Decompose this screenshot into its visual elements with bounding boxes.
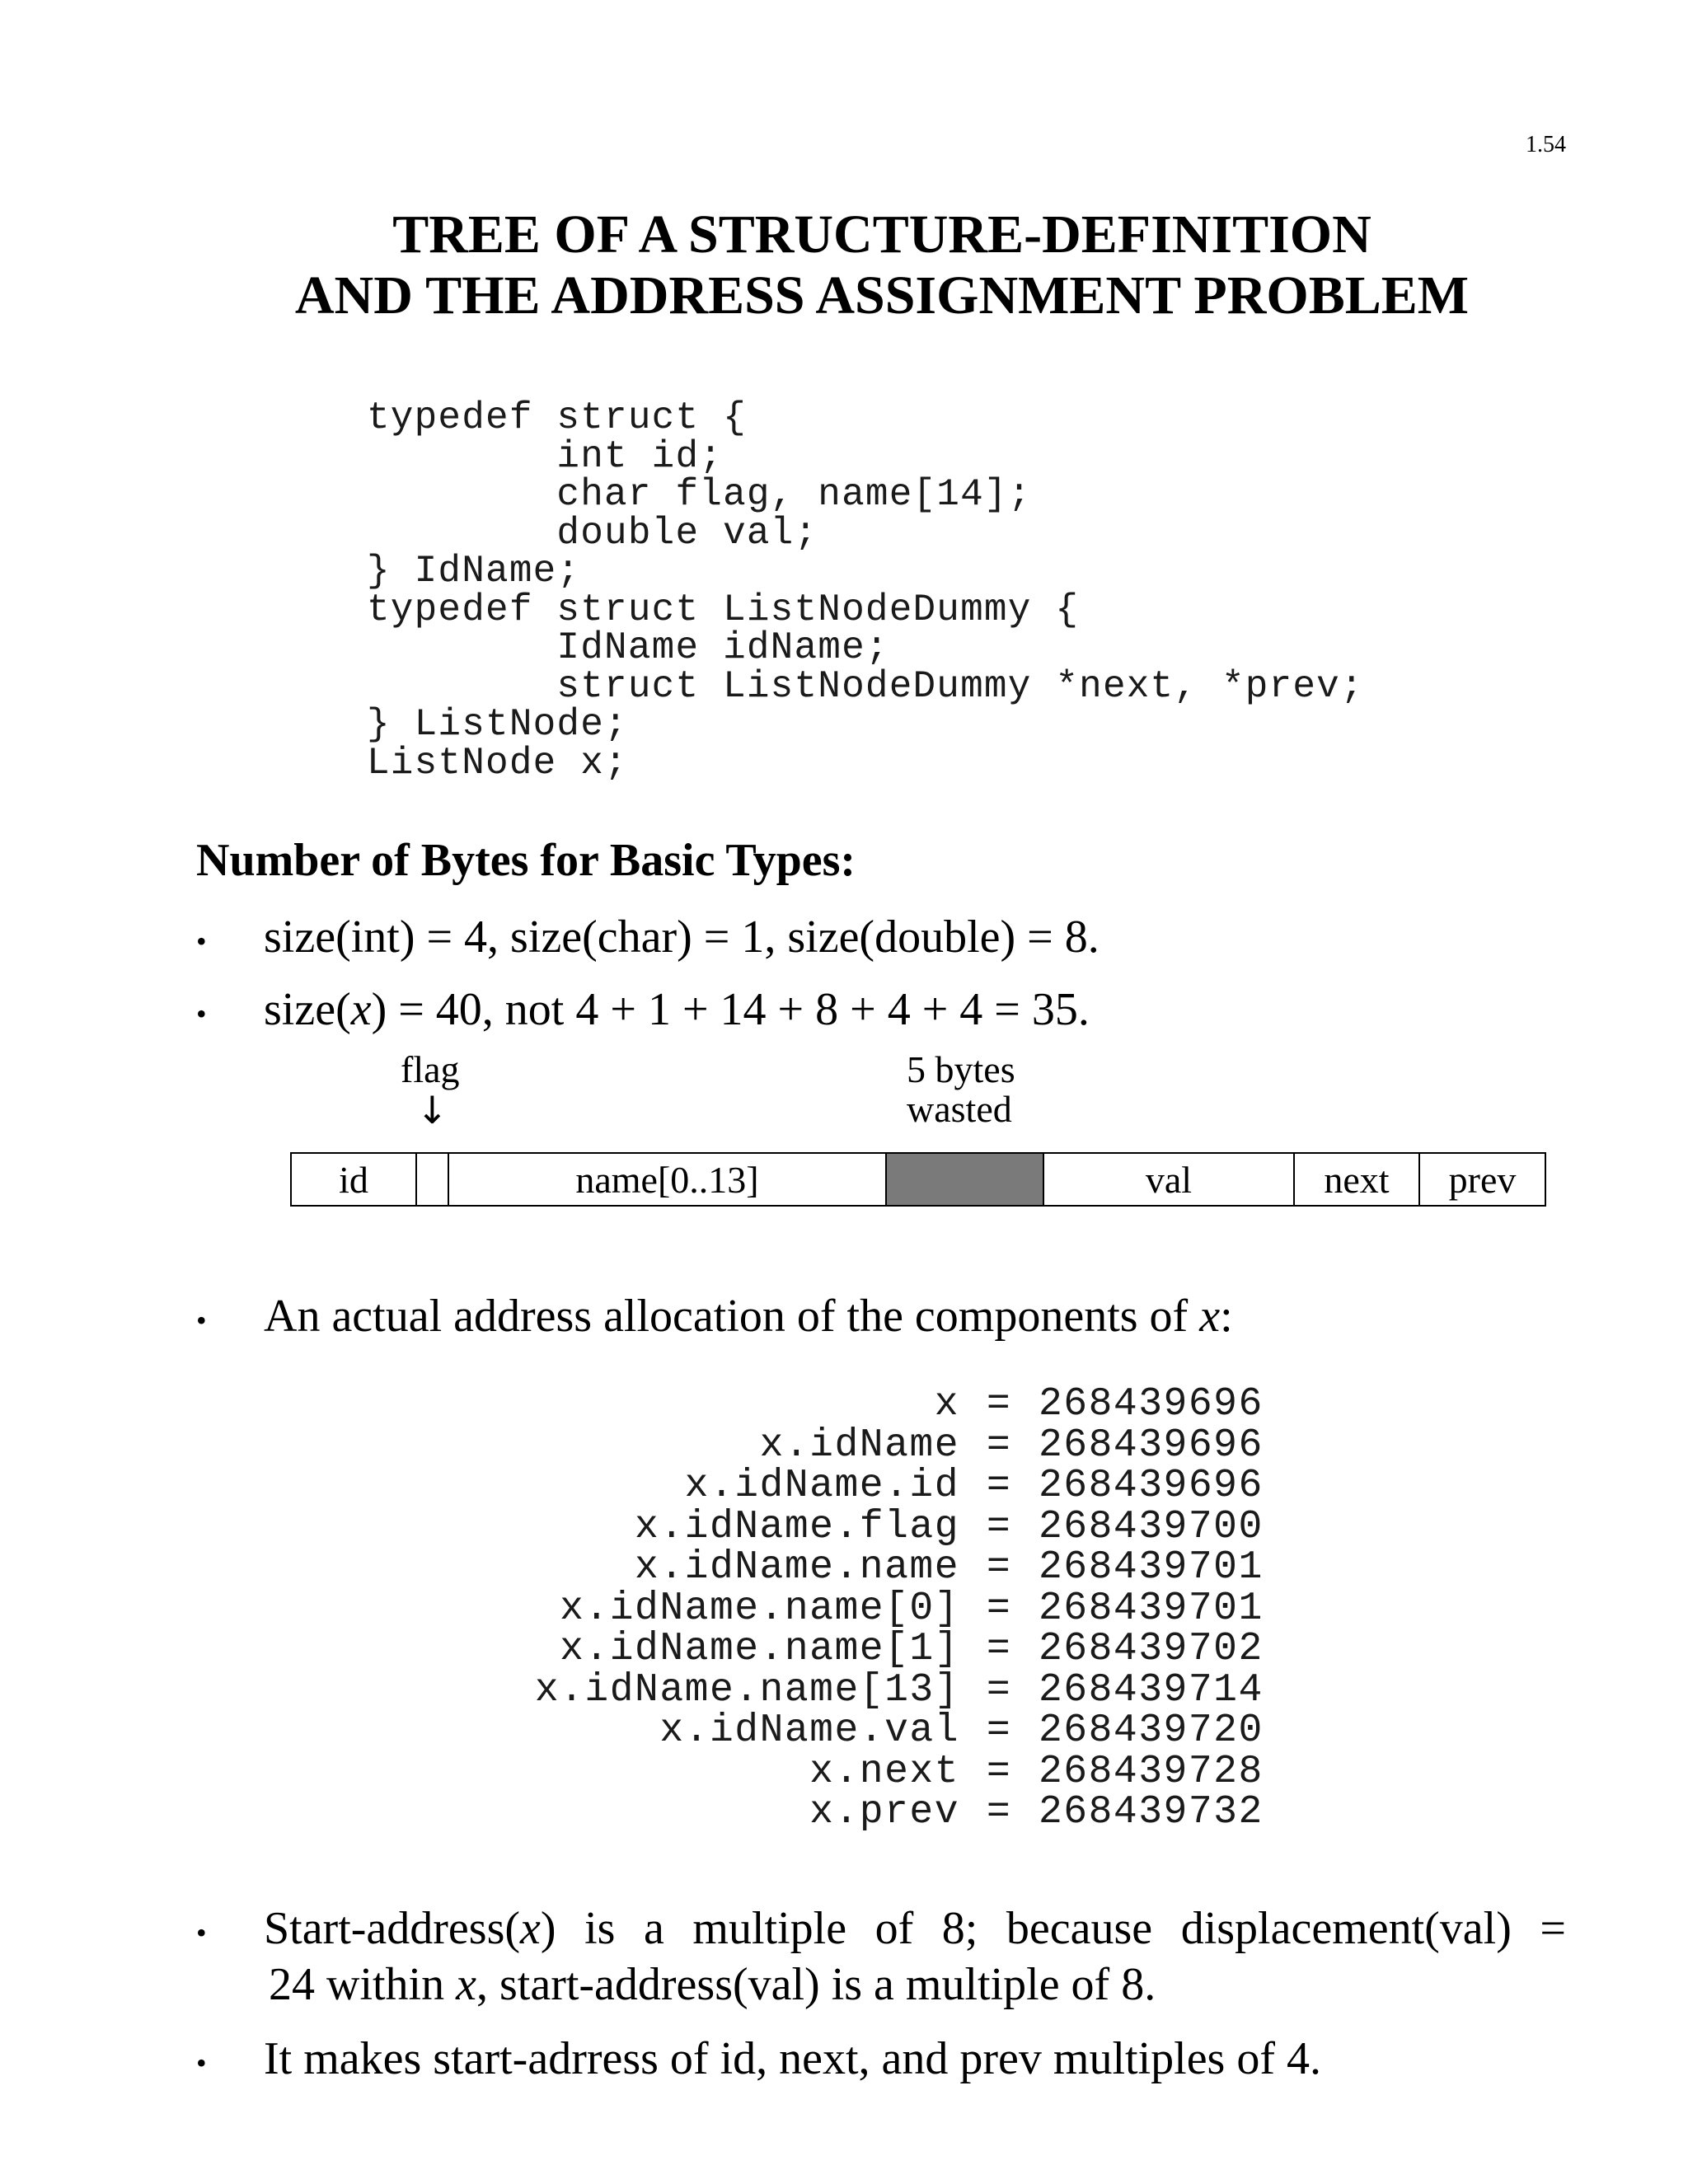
address-name: x.idName.id — [684, 1464, 959, 1508]
var-x: x — [1199, 1291, 1221, 1342]
wasted-line-2: wasted — [907, 1088, 1012, 1130]
address-name: x.idName — [759, 1422, 959, 1468]
equals-sign: = — [986, 1422, 1012, 1468]
equals-sign: = — [986, 1667, 1012, 1713]
address-value: 268439732 — [1039, 1790, 1264, 1835]
address-row — [462, 1586, 1274, 1631]
struct-code-block: typedef struct { int id; char flag, name[14]; double val; } IdName; typedef struct ListNodeDummy { IdName idName; struct ListNodeDummy *next, *prev; } ListNode; ListNode x; — [367, 396, 1364, 785]
address-name: x.prev — [809, 1790, 959, 1835]
title-line-2: AND THE ADDRESS ASSIGNMENT PROBLEM — [294, 265, 1470, 326]
equals-sign: = — [986, 1790, 1012, 1835]
wasted-line-1: 5 bytes — [907, 1048, 1015, 1090]
address-table — [462, 1382, 1274, 1835]
bullet-text-line-2 — [269, 1958, 1156, 2011]
var-x: x — [350, 984, 372, 1035]
address-value: 268439700 — [1039, 1504, 1264, 1549]
text-segment: ) is a multiple of 8; because displacement(val) = — [540, 1903, 1566, 1954]
bullet-dot: • — [196, 1916, 207, 1950]
equals-sign: = — [986, 1627, 1012, 1671]
address-value: 268439701 — [1039, 1545, 1264, 1590]
text-segment: 24 within — [269, 1959, 457, 2010]
equals-sign: = — [986, 1749, 1012, 1794]
bullet-text: It makes start-adrress of id, next, and prev multiples of 4. — [264, 2033, 1321, 2084]
address-value: 268439696 — [1039, 1422, 1264, 1468]
bullet-size-x — [196, 983, 1090, 1036]
var-x: x — [520, 1903, 541, 1954]
address-row — [462, 1466, 1274, 1507]
cell-flag — [417, 1154, 449, 1205]
page-title — [0, 204, 1688, 326]
bullet-dot: • — [196, 1304, 207, 1338]
equals-sign: = — [986, 1464, 1012, 1508]
address-value: 268439701 — [1039, 1586, 1264, 1631]
address-name: x — [934, 1382, 959, 1427]
address-name: x.next — [809, 1749, 959, 1794]
equals-sign: = — [986, 1545, 1012, 1590]
address-name: x.idName.val — [659, 1708, 959, 1753]
address-row — [462, 1708, 1274, 1753]
address-name: x.idName.name[13] — [534, 1667, 959, 1713]
cell-id: id — [292, 1154, 417, 1205]
bullet-text-post: : — [1220, 1291, 1233, 1342]
down-arrow-icon: ↓ — [416, 1088, 448, 1132]
address-row — [462, 1545, 1274, 1590]
address-value: 268439696 — [1039, 1464, 1264, 1508]
cell-padding — [887, 1154, 1044, 1205]
bullet-text: size(int) = 4, size(char) = 1, size(double) = 8. — [264, 912, 1100, 963]
cell-next: next — [1295, 1154, 1420, 1205]
address-row — [462, 1422, 1274, 1468]
address-row — [462, 1629, 1274, 1671]
cell-prev: prev — [1448, 1158, 1517, 1201]
bullet-address-allocation — [196, 1290, 1233, 1343]
wasted-bytes-label — [907, 1050, 1015, 1129]
address-value: 268439728 — [1039, 1749, 1264, 1794]
address-row — [462, 1504, 1274, 1549]
bullet-text-line-1 — [264, 1902, 1566, 1955]
address-value: 268439696 — [1039, 1382, 1264, 1427]
bullet-multiples-of-4 — [196, 2032, 1321, 2085]
address-value: 268439702 — [1039, 1627, 1264, 1671]
equals-sign: = — [986, 1504, 1012, 1549]
text-segment: Start-address( — [264, 1903, 521, 1954]
address-row — [462, 1667, 1274, 1713]
equals-sign: = — [986, 1382, 1012, 1427]
bullet-basic-sizes — [196, 911, 1100, 963]
address-name: x.idName.name[0] — [560, 1586, 959, 1631]
bullet-dot: • — [196, 925, 207, 958]
bullet-text-pre: An actual address allocation of the components of — [264, 1291, 1200, 1342]
address-row — [462, 1790, 1274, 1835]
page-number: 1.54 — [1526, 132, 1566, 157]
basic-types-heading: Number of Bytes for Basic Types: — [196, 835, 856, 886]
text-segment: , start-address(val) is a multiple of 8. — [476, 1959, 1156, 2010]
bullet-start-address — [196, 1902, 1566, 1955]
flag-label: flag — [401, 1048, 460, 1090]
address-name: x.idName.name — [635, 1545, 959, 1590]
bullet-text-post: ) = 40, not 4 + 1 + 14 + 8 + 4 + 4 = 35. — [371, 984, 1090, 1035]
title-line-1: TREE OF A STRUCTURE-DEFINITION — [392, 204, 1372, 265]
address-value: 268439720 — [1039, 1708, 1264, 1753]
address-row — [462, 1749, 1274, 1794]
address-value: 268439714 — [1039, 1667, 1264, 1713]
address-row — [462, 1382, 1274, 1427]
address-name: x.idName.flag — [635, 1504, 959, 1549]
bullet-dot: • — [196, 997, 207, 1031]
var-x: x — [456, 1959, 476, 2010]
cell-name: name[0..13] — [449, 1154, 887, 1205]
equals-sign: = — [986, 1586, 1012, 1631]
address-name: x.idName.name[1] — [560, 1627, 959, 1671]
equals-sign: = — [986, 1708, 1012, 1753]
bullet-dot: • — [196, 2046, 207, 2080]
cell-val: val — [1044, 1154, 1295, 1205]
memory-layout-diagram — [290, 1152, 1546, 1207]
bullet-text-pre: size( — [264, 984, 351, 1035]
